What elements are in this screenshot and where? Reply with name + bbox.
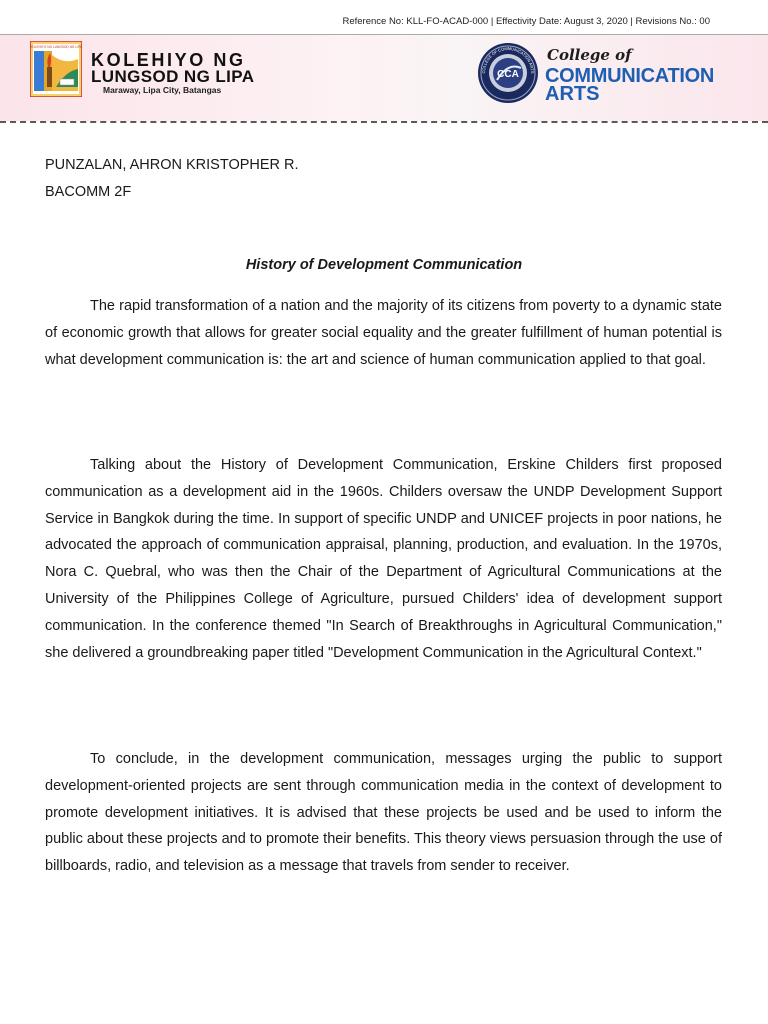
- header-divider: [0, 121, 768, 123]
- cca-seal-logo: [477, 42, 539, 104]
- reference-line: Reference No: KLL-FO-ACAD-000 | Effectivity Date: August 3, 2020 | Revisions No.: 00: [342, 16, 710, 27]
- college-title-line1: College of: [547, 46, 632, 64]
- kll-seal-text: KOLEHIYO NG LUNGSOD NG LIPA: [30, 45, 82, 49]
- cca-seal-abbr: CCA: [497, 69, 519, 80]
- college-title-line3: ARTS: [545, 83, 600, 105]
- reference-bar: [0, 0, 768, 35]
- college-title-line2: COMMUNICATION: [545, 65, 715, 87]
- student-name: PUNZALAN, AHRON KRISTOPHER R.: [45, 157, 299, 173]
- kll-seal-logo: [30, 41, 82, 97]
- letterhead-banner: [0, 35, 768, 121]
- student-section: BACOMM 2F: [45, 184, 132, 200]
- essay-paragraph-1: The rapid transformation of a nation and the majority of its citizens from poverty to a dynamic state of economic growth that allows for greater social equality and the greater fulfillment of human potential is what development communication is: the art and science of human communication applied to that goal.: [45, 298, 722, 368]
- essay-paragraph-3: To conclude, in the development communication, messages urging the public to support development-oriented projects are sent through communication media in the context of development to promote development initiatives. It is advised that these projects be used and be used to inform the public about these projects and to promote their benefits. This theory views persuasion through the use of billboards, radio, and television as a message that travels from sender to receiver.: [45, 751, 722, 875]
- school-name-line1: KOLEHIYO NG: [91, 50, 246, 70]
- essay-title: History of Development Communication: [245, 257, 523, 273]
- school-address: Maraway, Lipa City, Batangas: [103, 85, 222, 95]
- student-info: [45, 152, 299, 206]
- cca-seal-ring-text: COLLEGE OF COMMUNICATION ARTS: [480, 45, 536, 74]
- school-name-line2: LUNGSOD NG LIPA: [91, 67, 255, 86]
- essay-paragraph-2: Talking about the History of Development Communication, Erskine Childers first proposed communication as a development aid in the 1960s. Childers oversaw the UNDP Development Support Service in Bangkok during the time. In support of specific UNDP and UNICEF projects in poor nations, he advocated the approach of communication appraisal, planning, production, and evaluation. In the 1970s, Nora C. Quebral, who was then the Chair of the Department of Agricultural Communications at the University of the Philippines College of Agriculture, pursued Childers' idea of development support communication. In the conference themed "In Search of Breakthroughs in Agricultural Communication," she delivered a groundbreaking paper titled "Development Communication in the Agricultural Context.": [45, 457, 722, 661]
